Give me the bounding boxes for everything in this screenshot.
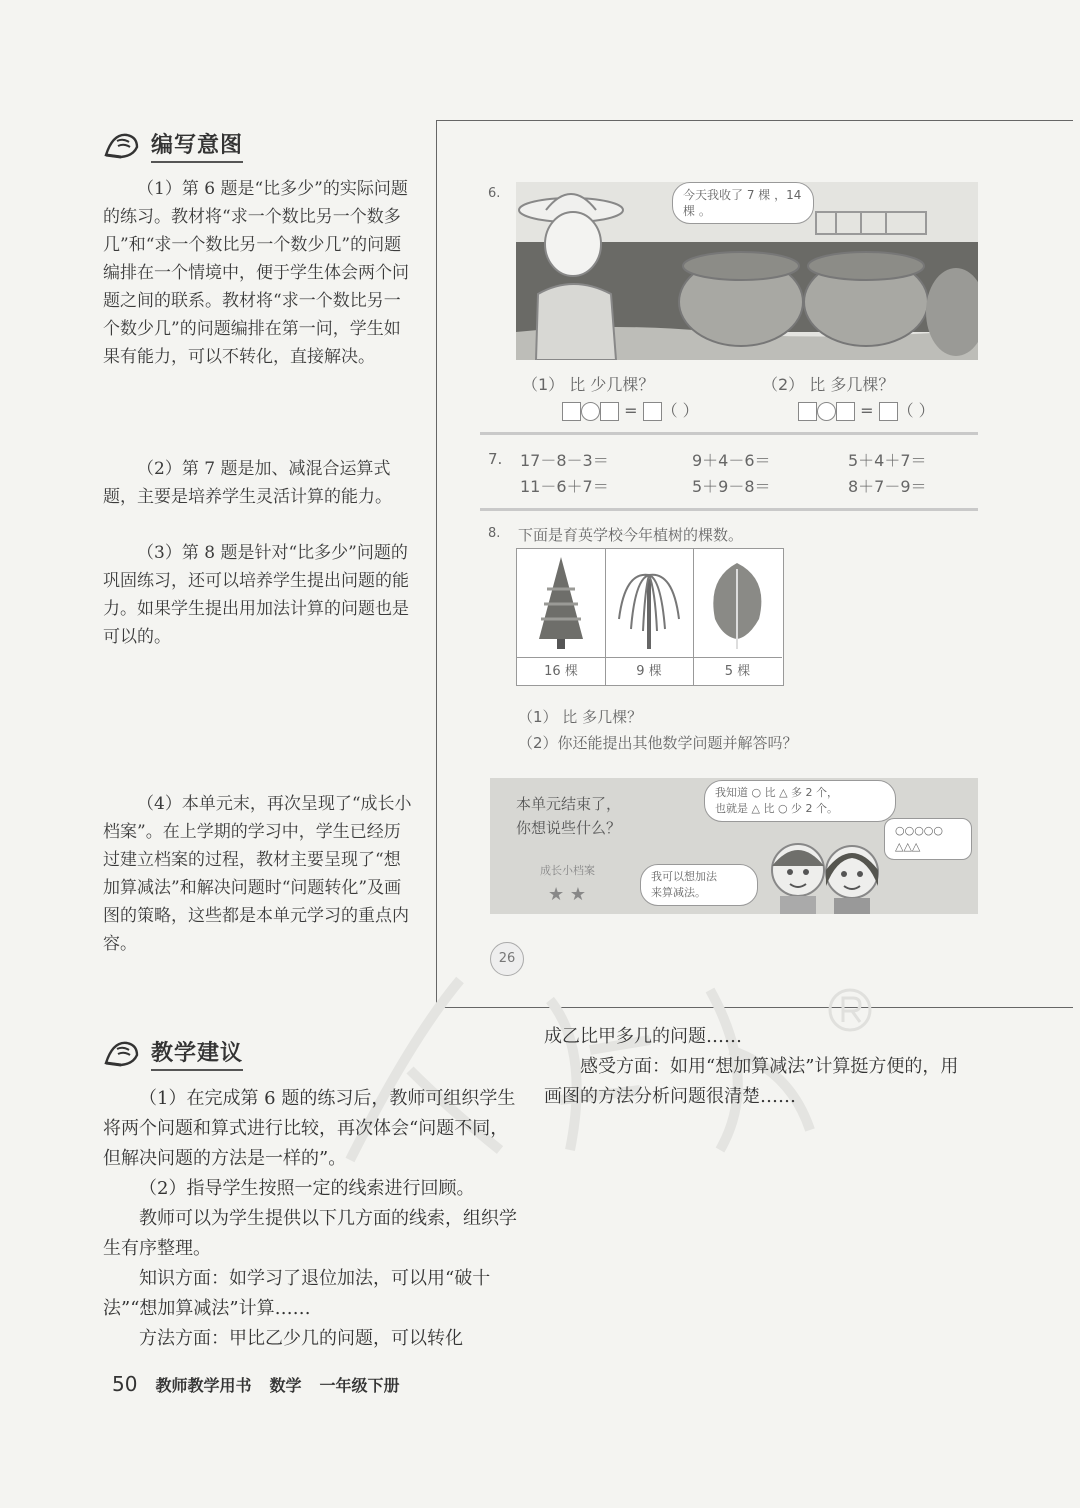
page-footer	[112, 1372, 400, 1396]
q8-prompt: 下面是育英学校今年植树的棵数。	[518, 526, 744, 544]
question-text: （2） 比 多几棵？	[762, 375, 895, 394]
operator-circle[interactable]	[581, 402, 600, 421]
q7-expr: 5＋9－8＝	[692, 477, 771, 496]
paragraph: 知识方面：如学习了退位加法，可以用“破十法”“想加算减法”计算……	[103, 1268, 491, 1319]
summary-prompt-line: 本单元结束了，	[516, 795, 622, 813]
book-hand-icon	[103, 1037, 141, 1069]
pine-tree-icon	[517, 549, 605, 657]
paragraph: （4）本单元末，再次呈现了“成长小档案”。在上学期的学习中，学生已经历过建立档案的过程，教材主要呈现了“想加算减法”和解决问题时“问题转化”及画图的策略，这些都是本单元学习的重点内容。	[103, 794, 412, 954]
bubble-line: ○○○○○	[895, 824, 943, 837]
paragraph: 感受方面：如用“想加算减法”计算挺方便的，用画图的方法分析问题很清楚……	[544, 1056, 959, 1107]
archive-label: 成长小档案	[540, 864, 595, 877]
answer-box[interactable]	[600, 402, 619, 421]
bubble-line: △△△	[895, 840, 921, 853]
paragraph: （1）第 6 题是“比多少”的实际问题的练习。教材将“求一个数比另一个数多几”和“求一个数比另一个数少几”的问题编排在一个情境中，便于学生体会两个问题之间的联系。教材将“求一个数比另一个数少几”的问题编排在第一问，学生如果有能力，可以不转化，直接解决。	[103, 179, 409, 367]
farmer-speech-bubble	[672, 182, 814, 224]
summary-prompt-line: 你想说些什么？	[516, 819, 622, 837]
divider	[480, 508, 978, 511]
bubble-line: 来算减法。	[651, 886, 706, 899]
willow-tree-cell	[605, 549, 694, 657]
paragraph: （1）在完成第 6 题的练习后，教师可组织学生将两个问题和算式进行比较，再次体会“问题不同，但解决问题的方法是一样的”。	[103, 1088, 516, 1169]
summary-prompt	[516, 792, 621, 840]
q6-number: 6.	[488, 186, 501, 201]
intent-para-3	[103, 539, 413, 651]
question-text: （1） 比 少几棵？	[522, 375, 655, 394]
intent-para-2	[103, 455, 413, 511]
paragraph: 成乙比甲多几的问题……	[544, 1026, 742, 1047]
q7-expr: 17－8－3＝	[520, 451, 609, 470]
textbook-page-number: 26	[490, 942, 524, 976]
bubble-line: 也就是 △ 比 ○ 少 2 个。	[715, 802, 839, 815]
paragraph: （3）第 8 题是针对“比多少”问题的巩固练习，还可以培养学生提出问题的能力。如果学生提出用加法计算的问题也是可以的。	[103, 543, 409, 647]
book-hand-icon	[103, 129, 141, 161]
q7-expr: 9＋4－6＝	[692, 451, 771, 470]
unit-blank: （ ）	[897, 401, 935, 420]
paragraph: （2）第 7 题是加、减混合运算式题，主要是培养学生灵活计算的能力。	[103, 459, 392, 507]
star-icon: ★ ★	[548, 884, 586, 905]
answer-box[interactable]	[798, 402, 817, 421]
tree-count: 9 棵	[605, 657, 694, 686]
willow-tree-icon	[605, 549, 693, 657]
speech-bubble-bottom	[640, 864, 758, 906]
tree-count: 5 棵	[693, 657, 782, 686]
answer-box[interactable]	[643, 402, 662, 421]
q8-number: 8.	[488, 526, 501, 541]
pine-tree-cell	[517, 549, 606, 657]
tree-count: 16 棵	[517, 657, 606, 686]
answer-box[interactable]	[836, 402, 855, 421]
book-title: 教师教学用书	[155, 1376, 252, 1395]
page-number: 50	[112, 1372, 138, 1396]
q6-part-2	[762, 372, 894, 395]
q6-part-1	[522, 372, 654, 395]
answer-box[interactable]	[562, 402, 581, 421]
unit-blank: （ ）	[661, 401, 699, 420]
paragraph: 方法方面：甲比乙少几的问题，可以转化	[139, 1328, 463, 1349]
intent-para-1	[103, 175, 413, 371]
section-title: 编写意图	[151, 128, 243, 163]
grade: 一年级下册	[319, 1376, 400, 1395]
q7-expr: 8＋7－9＝	[848, 477, 927, 496]
q8-part-1: （1） 比 多几棵？	[518, 708, 643, 726]
paragraph: 教师可以为学生提供以下几方面的线索，组织学生有序整理。	[103, 1208, 517, 1259]
operator-circle[interactable]	[817, 402, 836, 421]
answer-box[interactable]	[879, 402, 898, 421]
bubble-line: 我可以想加法	[651, 870, 717, 883]
poplar-tree-cell	[693, 549, 781, 657]
paragraph: （2）指导学生按照一定的线索进行回顾。	[139, 1178, 475, 1199]
q7-expr: 5＋4＋7＝	[848, 451, 927, 470]
suggestions-left-column	[103, 1084, 523, 1354]
intent-para-4	[103, 790, 413, 958]
q6-answer-boxes-1[interactable]: = （ ）	[562, 398, 699, 421]
q7-expr: 11－6＋7＝	[520, 477, 609, 496]
q8-part-2: （2）你还能提出其他数学问题并解答吗？	[518, 734, 798, 752]
suggestions-right-column	[544, 1022, 964, 1112]
speech-text: 今天我收了 7 棵 ，14 棵 。	[683, 188, 802, 218]
bubble-line: 我知道 ○ 比 △ 多 2 个，	[715, 786, 839, 799]
divider	[480, 432, 978, 435]
section-title: 教学建议	[151, 1036, 243, 1071]
leaf-tree-icon	[693, 549, 781, 657]
speech-bubble-right	[884, 818, 972, 860]
subject: 数学	[269, 1376, 302, 1395]
q7-number: 7.	[488, 450, 503, 468]
tree-count-table	[516, 548, 784, 686]
q6-answer-boxes-2[interactable]: = （ ）	[798, 398, 935, 421]
children-illustration	[760, 830, 890, 914]
section-heading-suggestions	[103, 1036, 243, 1070]
speech-bubble-top	[704, 780, 896, 822]
section-heading-intent	[103, 128, 243, 162]
